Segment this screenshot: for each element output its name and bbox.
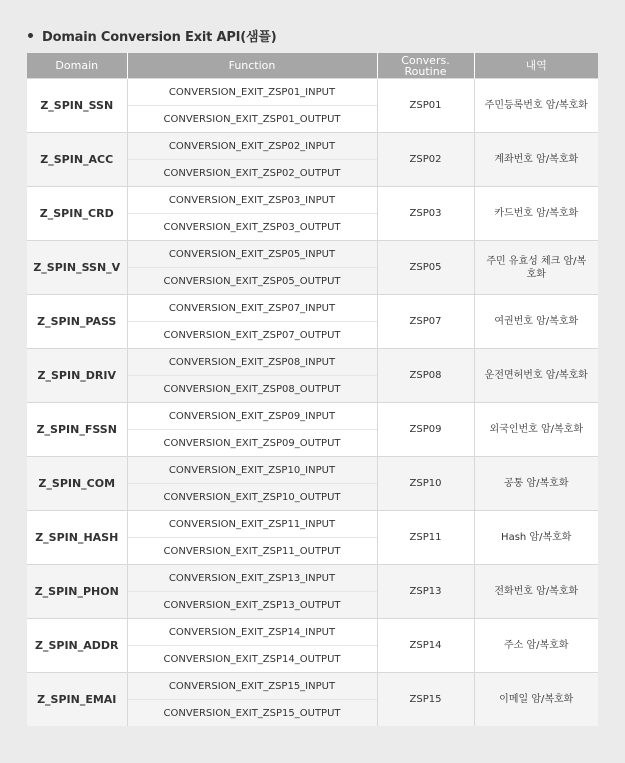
function-input-cell: CONVERSION_EXIT_ZSP05_INPUT: [127, 241, 377, 268]
function-input-cell: CONVERSION_EXIT_ZSP09_INPUT: [127, 403, 377, 430]
domain-cell: Z_SPIN_PHON: [27, 565, 127, 619]
routine-cell: ZSP05: [377, 241, 474, 295]
header-routine-line1: Convers.: [401, 53, 450, 67]
domain-cell: Z_SPIN_CRD: [27, 187, 127, 241]
description-cell: 외국인번호 암/복호화: [474, 403, 598, 457]
routine-cell: ZSP11: [377, 511, 474, 565]
header-domain: Domain: [27, 53, 127, 79]
table-row: [27, 133, 598, 160]
description-cell: 운전면허번호 암/복호화: [474, 349, 598, 403]
bullet-icon: [28, 33, 33, 38]
routine-cell: ZSP08: [377, 349, 474, 403]
domain-cell: Z_SPIN_SSN: [27, 79, 127, 133]
table-row: [27, 565, 598, 592]
description-cell: 이메일 암/복호화: [474, 673, 598, 727]
domain-cell: Z_SPIN_ACC: [27, 133, 127, 187]
domain-cell: Z_SPIN_SSN_V: [27, 241, 127, 295]
function-output-cell: CONVERSION_EXIT_ZSP09_OUTPUT: [127, 430, 377, 457]
table-row: [27, 349, 598, 376]
table-row: [27, 295, 598, 322]
domain-cell: Z_SPIN_HASH: [27, 511, 127, 565]
function-output-cell: CONVERSION_EXIT_ZSP10_OUTPUT: [127, 484, 377, 511]
description-cell: 계좌번호 암/복호화: [474, 133, 598, 187]
description-cell: 전화번호 암/복호화: [474, 565, 598, 619]
header-routine-line2: Routine: [404, 64, 447, 78]
function-output-cell: CONVERSION_EXIT_ZSP03_OUTPUT: [127, 214, 377, 241]
function-input-cell: CONVERSION_EXIT_ZSP13_INPUT: [127, 565, 377, 592]
routine-cell: ZSP10: [377, 457, 474, 511]
function-input-cell: CONVERSION_EXIT_ZSP15_INPUT: [127, 673, 377, 700]
function-input-cell: CONVERSION_EXIT_ZSP11_INPUT: [127, 511, 377, 538]
function-input-cell: CONVERSION_EXIT_ZSP08_INPUT: [127, 349, 377, 376]
domain-cell: Z_SPIN_COM: [27, 457, 127, 511]
domain-cell: Z_SPIN_FSSN: [27, 403, 127, 457]
table-body: [27, 79, 598, 727]
section-title-text: Domain Conversion Exit API(샘플): [42, 29, 277, 45]
routine-cell: ZSP01: [377, 79, 474, 133]
table-row: [27, 673, 598, 700]
routine-cell: ZSP14: [377, 619, 474, 673]
table-row: [27, 403, 598, 430]
table-row: [27, 619, 598, 646]
description-cell: 공통 암/복호화: [474, 457, 598, 511]
table-row: [27, 79, 598, 106]
function-output-cell: CONVERSION_EXIT_ZSP11_OUTPUT: [127, 538, 377, 565]
domain-cell: Z_SPIN_PASS: [27, 295, 127, 349]
description-cell: Hash 암/복호화: [474, 511, 598, 565]
table-row: [27, 187, 598, 214]
routine-cell: ZSP03: [377, 187, 474, 241]
description-cell: 여권번호 암/복호화: [474, 295, 598, 349]
table-row: [27, 457, 598, 484]
function-input-cell: CONVERSION_EXIT_ZSP03_INPUT: [127, 187, 377, 214]
function-input-cell: CONVERSION_EXIT_ZSP02_INPUT: [127, 133, 377, 160]
description-cell: 주민등록번호 암/복호화: [474, 79, 598, 133]
function-output-cell: CONVERSION_EXIT_ZSP13_OUTPUT: [127, 592, 377, 619]
function-input-cell: CONVERSION_EXIT_ZSP07_INPUT: [127, 295, 377, 322]
table-row: [27, 241, 598, 268]
routine-cell: ZSP02: [377, 133, 474, 187]
routine-cell: ZSP15: [377, 673, 474, 727]
section-title: [28, 26, 277, 44]
routine-cell: ZSP09: [377, 403, 474, 457]
header-desc: 내역: [474, 53, 598, 79]
function-input-cell: CONVERSION_EXIT_ZSP10_INPUT: [127, 457, 377, 484]
function-output-cell: CONVERSION_EXIT_ZSP14_OUTPUT: [127, 646, 377, 673]
description-cell: 주민 유효성 체크 암/복호화: [474, 241, 598, 295]
header-routine: [377, 53, 474, 79]
description-cell: 주소 암/복호화: [474, 619, 598, 673]
function-output-cell: CONVERSION_EXIT_ZSP05_OUTPUT: [127, 268, 377, 295]
function-output-cell: CONVERSION_EXIT_ZSP01_OUTPUT: [127, 106, 377, 133]
function-output-cell: CONVERSION_EXIT_ZSP07_OUTPUT: [127, 322, 377, 349]
description-cell: 카드번호 암/복호화: [474, 187, 598, 241]
conversion-exit-table: [27, 53, 598, 726]
domain-cell: Z_SPIN_EMAI: [27, 673, 127, 727]
function-output-cell: CONVERSION_EXIT_ZSP02_OUTPUT: [127, 160, 377, 187]
function-output-cell: CONVERSION_EXIT_ZSP08_OUTPUT: [127, 376, 377, 403]
header-function: Function: [127, 53, 377, 79]
table-header-row: [27, 53, 598, 79]
domain-cell: Z_SPIN_ADDR: [27, 619, 127, 673]
domain-cell: Z_SPIN_DRIV: [27, 349, 127, 403]
function-input-cell: CONVERSION_EXIT_ZSP01_INPUT: [127, 79, 377, 106]
routine-cell: ZSP07: [377, 295, 474, 349]
table-row: [27, 511, 598, 538]
function-input-cell: CONVERSION_EXIT_ZSP14_INPUT: [127, 619, 377, 646]
routine-cell: ZSP13: [377, 565, 474, 619]
function-output-cell: CONVERSION_EXIT_ZSP15_OUTPUT: [127, 700, 377, 727]
